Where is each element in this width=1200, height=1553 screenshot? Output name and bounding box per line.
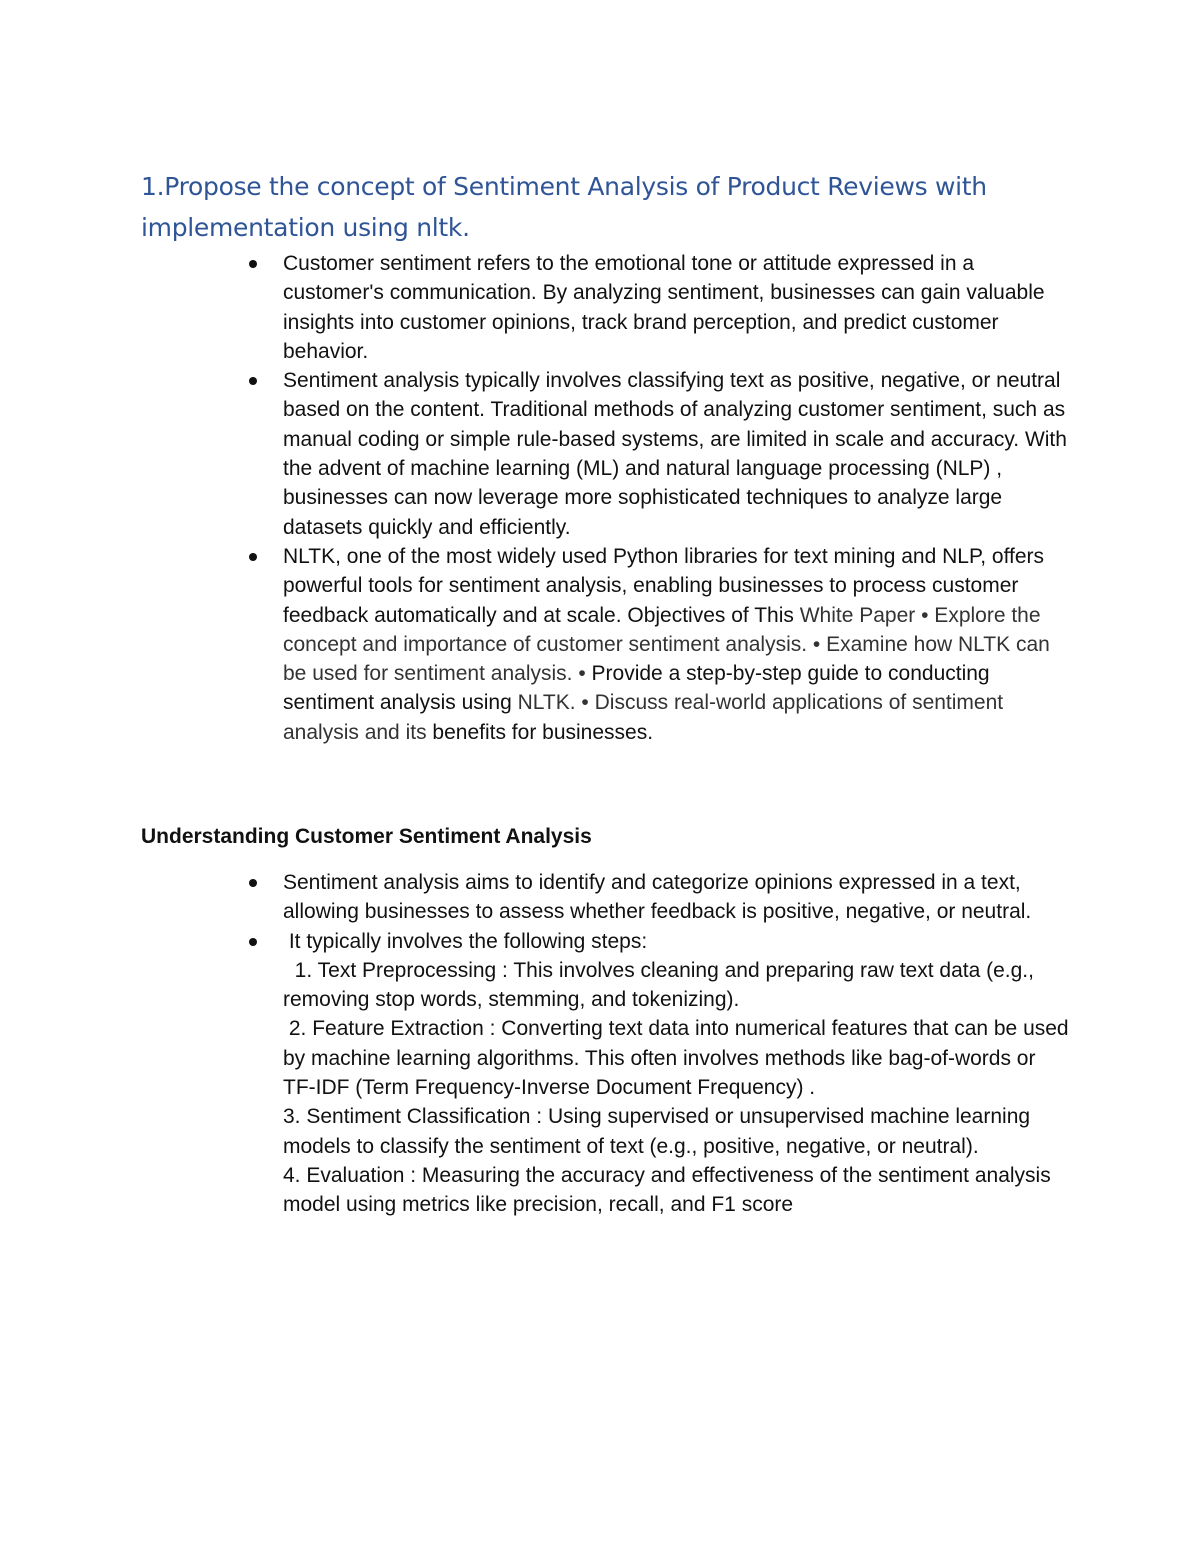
section-title: Understanding Customer Sentiment Analysis	[141, 825, 592, 848]
list-item	[0, 542, 1073, 747]
bullet-icon	[249, 553, 257, 561]
objectives-text: White Paper • Explore the concept and importance of customer sentiment analysis. • Examine how NLTK can be used for sentiment analysis. •	[283, 603, 1050, 686]
step-item: 4. Evaluation : Measuring the accuracy and effectiveness of the sentiment analysis model using metrics like precision, recall, and F1 score	[283, 1163, 1051, 1217]
step-item: 2. Feature Extraction : Converting text data into numerical features that can be used by machine learning algorithms. This often involves methods like bag-of-words or TF-IDF (Term Frequency-Inverse Document Frequency) .	[283, 1017, 1075, 1100]
bullet-text: Customer sentiment refers to the emotional tone or attitude expressed in a customer's communication. By analyzing sentiment, businesses can gain valuable insights into customer opinions, track brand perception, and predict customer behavior.	[283, 252, 1045, 363]
objectives-text: Provide a step-by-step guide to conducting sentiment analysis using	[283, 662, 990, 715]
bullet-icon	[249, 377, 257, 385]
list-item	[0, 366, 1073, 542]
objectives-text: NLTK. • Discuss real-world applications of sentiment analysis and its	[283, 691, 1004, 744]
list-item	[0, 249, 1073, 366]
bullet-text: Sentiment analysis aims to identify and categorize opinions expressed in a text, allowing businesses to assess whether feedback is positive, negative, or neutral.	[283, 871, 1032, 924]
intro-bullet-list	[0, 249, 1200, 747]
bullet-icon	[249, 879, 257, 887]
question-heading: 1.Propose the concept of Sentiment Analysis of Product Reviews with implementation using nltk.	[141, 172, 987, 242]
bullet-icon	[249, 938, 257, 946]
bullet-text: It typically involves the following steps:	[283, 929, 648, 953]
bullet-text: Sentiment analysis typically involves classifying text as positive, negative, or neutral based on the content. Traditional methods of analyzing customer sentiment, such as manual coding or simple rule-based systems, are limited in scale and accuracy. With the advent of machine learning (ML) and natural language processing (NLP) , businesses can now leverage more sophisticated techniques to analyze large datasets quickly and efficiently.	[283, 369, 1067, 539]
bullet-icon	[249, 260, 257, 268]
objectives-text: benefits for businesses.	[432, 720, 654, 744]
step-item: 3. Sentiment Classification : Using supervised or unsupervised machine learning models to classify the sentiment of text (e.g., positive, negative, or neutral).	[283, 1105, 1031, 1158]
list-item	[0, 927, 1073, 1220]
section-bullet-list	[0, 868, 1200, 1220]
bullet-text: NLTK, one of the most widely used Python libraries for text mining and NLP, offers powerful tools for sentiment analysis, enabling businesses to process customer feedback automatically and at scale. Objectives of This	[283, 544, 1045, 627]
step-item: 1. Text Preprocessing : This involves cleaning and preparing raw text data (e.g., removing stop words, stemming, and tokenizing).	[283, 958, 1040, 1012]
list-item	[0, 868, 1073, 927]
